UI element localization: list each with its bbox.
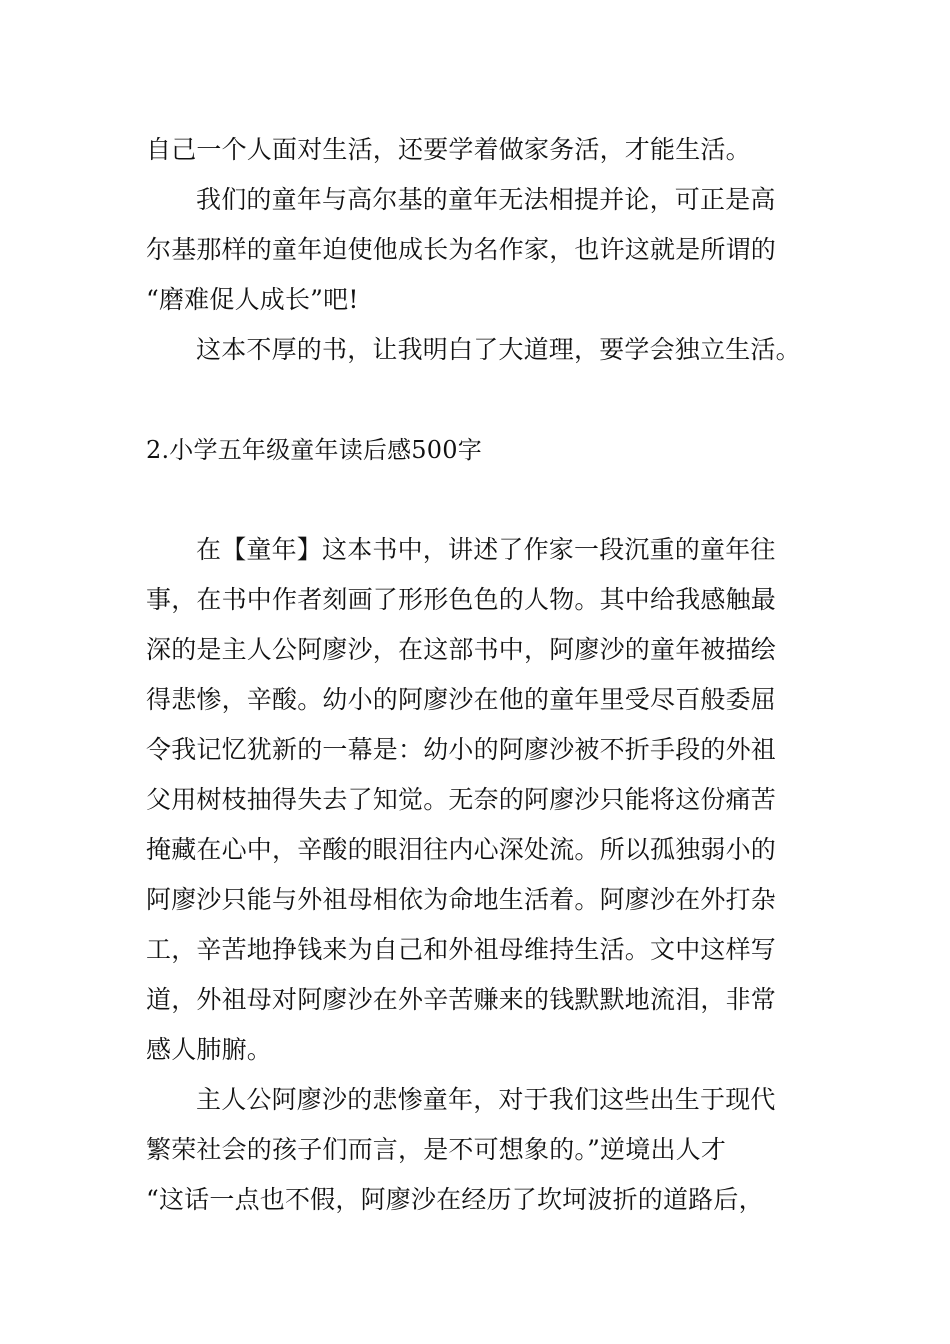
paragraph-line: 得悲惨，辛酸。幼小的阿廖沙在他的童年里受尽百般委屈 [146,685,777,714]
paragraph-line: 自己一个人面对生活，还要学着做家务活，才能生活。 [146,135,751,164]
paragraph-line: 令我记忆犹新的一幕是：幼小的阿廖沙被不折手段的外祖 [146,735,777,764]
section-heading: 2.小学五年级童年读后感500字 [146,436,482,464]
paragraph-line: 道，外祖母对阿廖沙在外辛苦赚来的钱默默地流泪，非常 [146,985,777,1014]
paragraph-line: 事，在书中作者刻画了形形色色的人物。其中给我感触最 [146,585,777,614]
paragraph-line: 在【童年】这本书中，讲述了作家一段沉重的童年往 [196,535,776,564]
paragraph-line: 尔基那样的童年迫使他成长为名作家，也许这就是所谓的 [146,235,777,264]
paragraph-line: 掩藏在心中，辛酸的眼泪往内心深处流。所以孤独弱小的 [146,835,777,864]
paragraph-line: 深的是主人公阿廖沙，在这部书中，阿廖沙的童年被描绘 [146,635,777,664]
paragraph-line: 主人公阿廖沙的悲惨童年，对于我们这些出生于现代 [196,1085,776,1114]
paragraph-line: 我们的童年与高尔基的童年无法相提并论，可正是高 [196,185,776,214]
paragraph-line: 父用树枝抽得失去了知觉。无奈的阿廖沙只能将这份痛苦 [146,785,777,814]
paragraph-line: 感人肺腑。 [146,1035,273,1064]
paragraph-line: “磨难促人成长”吧! [146,285,359,314]
paragraph-line: 工，辛苦地挣钱来为自己和外祖母维持生活。文中这样写 [146,935,777,964]
paragraph-line: 繁荣社会的孩子们而言，是不可想象的。”逆境出人才 [146,1135,727,1164]
paragraph-line: “这话一点也不假，阿廖沙在经历了坎坷波折的道路后， [146,1185,764,1214]
paragraph-line: 阿廖沙只能与外祖母相依为命地生活着。阿廖沙在外打杂 [146,885,777,914]
paragraph-line: 这本不厚的书，让我明白了大道理，要学会独立生活。 [196,335,801,364]
